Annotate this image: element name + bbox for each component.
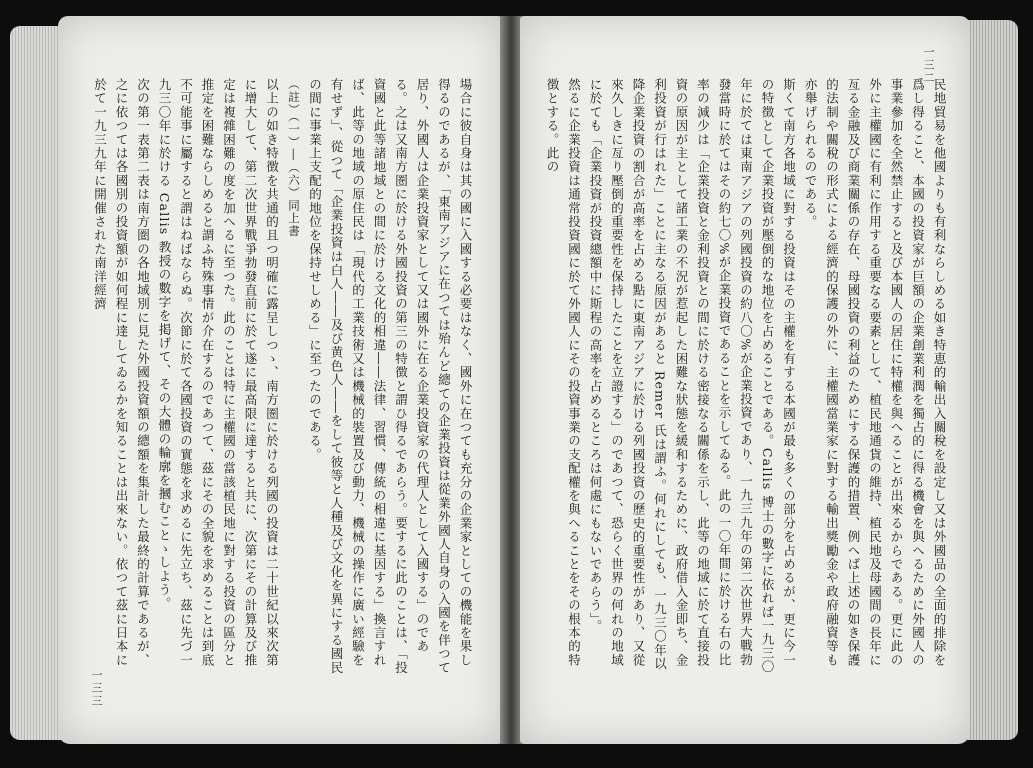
paragraph: 民地貿易を他國よりも有利ならしめる如き特恵的輸出入關稅を設定し又は外國品の全面的排除を爲し得ること、本國の投資家が巨額の企業創業利潤を獨占的に得る機會を與へるために外國人の事業參加を全然禁止すると及び本國人の居住に特權を與へることが出來るからである。更に此の外に主權國に有利に作用する重要なる要素として、植民地通貨の維持、植民地及母國間の長年に亙る金融及び商業關係の存在、母國投資の利益のためにする保護的措置、例へば上述の如き保護的法制や關稅の形式による經濟的保護の外に、主權國當業家に對する輸出獎勵金や政府融資等も亦舉げられるのである。: [803, 78, 947, 668]
paragraph: 場合に彼自身は其の國に入國する必要はなく、國外に在つても充分の企業家としての機能を果し得るのであるが、「東南アジアに在つては殆んど總ての企業投資は從業外國人自身の入國を伴つて居り、外國人は企業投資家として又は國外に在る企業投資家の代理人として入國する」のである。之は又南方圏に於ける外國投資の第三の特徴と謂ひ得るであらう。要するに此のことは、「投資國と此等諸地域との間に於ける文化的相違――法律、習慣、傳統の相違に基因する」換言すれば、此等の地域の原住民は「現代的工業技術又は機械的裝置及び動力、機械の操作に廣い經驗を有せず」、從つて「企業投資は白人――及び黄色人――をして彼等と人種及び文化を異にする國民の間に事業上支配的地位を保持せしめる」に至つたのである。: [307, 78, 473, 675]
right-page-stack-edge: [962, 20, 1018, 740]
paragraph: 以上の如き特徴を共通的且つ明確に露呈しつゝ、南方圏に於ける列國の投資は二十世紀以來次第に增大して、第二次世界戰爭勃發直前に於て遂に最高限に達すると共に、次第にその計算及び推定は複雜困難の度を加へるに至つた。此のことは特に主權國の當該植民地に對する投資の區分と推定を困難ならしめると謂ふ特殊事情が介在するのであつて、茲にその全貌を求めることは到底不可能事に屬すると謂はねばならぬ。次節に於て各國投資の實態を求めるに先立ち、茲に先づ一九三〇年に於ける Callis 教授の數字を掲げて、その大體の輪廓を摑むことゝしよう。: [157, 78, 280, 668]
left-page: [58, 16, 502, 744]
page-number: 一三二: [922, 46, 935, 85]
paragraph: 然るに企業投資は通常投資國に於て外國人にその投資事業の支配權を與へることをその根本的特徴とする。此の: [545, 78, 582, 668]
left-page-stack-edge: [10, 26, 62, 740]
page-number: 一三三: [90, 669, 103, 708]
book-gutter: [500, 16, 522, 744]
right-page-text: [530, 78, 950, 678]
paragraph: 次の第一表第二表は南方圏の各地域別に見た外國投資額の總額を集計した最終的計算であるが、之に依つては各國別の投資額が如何程に達してゐるかを知ることは出來ない。依つて茲に日本に於て一九三九年に開催された南洋經濟: [92, 78, 151, 668]
footnote-line: （註）（一）―（六）同上書: [287, 78, 301, 238]
paragraph: 斯くて南方各地域に對する投資はその主權を有する本國が最も多くの部分を占めるが、更に今一の特徴として企業投資が壓倒的な地位を占めることである。Callis 博士の數字に依れば一九三〇年に於ては東南アジアの列國投資の約八〇%が企業投資であり、一九三九年の第二次世界大戰勃發當時に於てはその約七〇%が企業投資であることを示してゐる。此の一〇年間に於ける右の比率の減少は「企業投資と金利投資との間に於ける密接なる關係を示し、此等の地域に於て直接投資の原因が主として諸工業の不況が惹起した困難な狀態を緩和するために、政府借入金即ち、金利投資が行はれた」ことに主なる原因があると Remer 氏は謂ふ。何れにしても、一九三〇年以降企業投資の割合が高率を占める點に東南アジアに於ける列國投資の歷史的重要性があり、又從來久しきに亙り壓倒的重要性を保持したことを立證する」のであつて、恐らく世界の何れの地域に於ても「企業投資が投資總額中に斯程の高率を占めるところは何處にもないであらう」。: [588, 78, 797, 674]
left-page-text: [66, 78, 476, 678]
right-page: [520, 16, 970, 744]
